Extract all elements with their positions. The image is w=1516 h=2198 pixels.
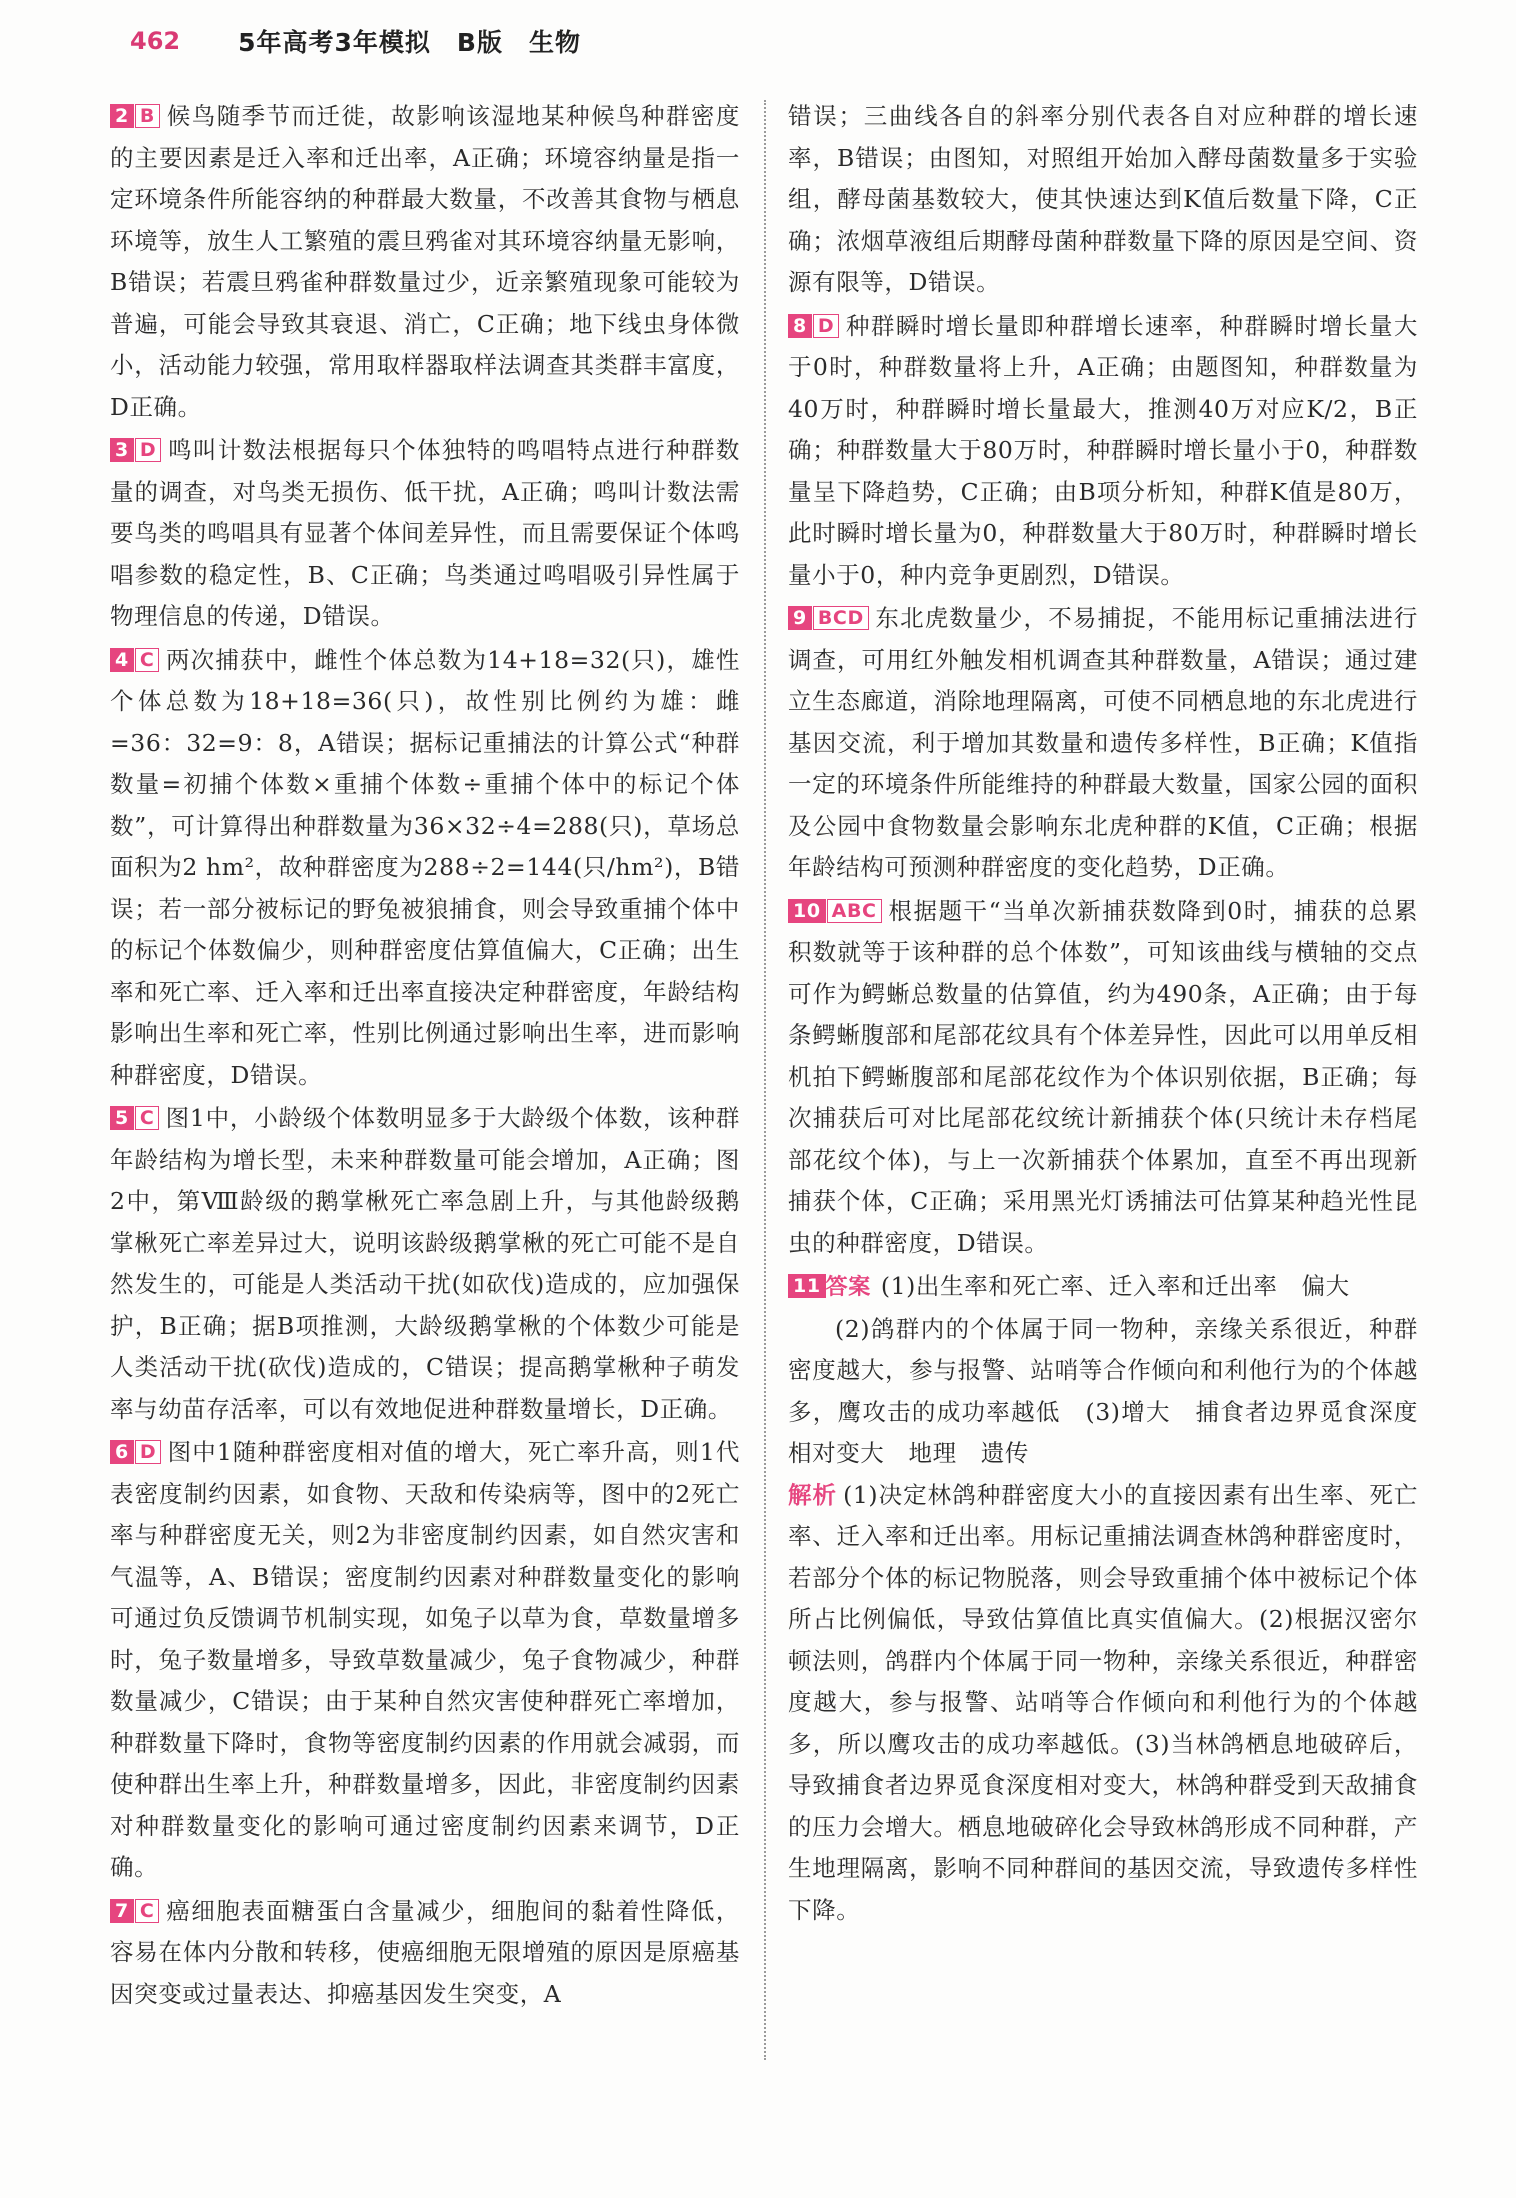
- answer-choice: D: [135, 438, 161, 462]
- answer-entry-9: [788, 598, 1418, 889]
- answer-entry-8: [788, 306, 1418, 597]
- answer-entry-5: [110, 1098, 740, 1430]
- answer-entry-6: [110, 1432, 740, 1889]
- page-number: 462: [130, 27, 181, 55]
- question-number: 2: [110, 104, 134, 128]
- answer-text-part2: (2)鸽群内的个体属于同一物种，亲缘关系很近，种群密度越大，参与报警、站哨等合作倾向和利他行为的个体越多，鹰攻击的成功率越低 (3)增大 捕食者边界觅食深度相对变大 地理 遗传: [788, 1314, 1418, 1467]
- explanation-text: 癌细胞表面糖蛋白含量减少，细胞间的黏着性降低，容易在体内分散和转移，使癌细胞无限增殖的原因是原癌基因突变或过量表达、抑癌基因发生突变，A: [110, 1896, 740, 2008]
- analysis-label: 解析: [788, 1480, 838, 1509]
- question-number: 5: [110, 1106, 134, 1130]
- explanation-text: 种群瞬时增长量即种群增长速率，种群瞬时增长量大于0时，种群数量将上升，A正确；由题图知，种群数量为40万时，种群瞬时增长量最大，推测40万对应K/2，B正确；种群数量大于80万时，种群瞬时增长量小于0，种群数量呈下降趋势，C正确；由B项分析知，种群K值是80万，此时瞬时增长量为0，种群数量大于80万时，种群瞬时增长量小于0，种内竞争更剧烈，D错误。: [788, 311, 1418, 589]
- question-number: 8: [788, 314, 812, 338]
- question-number: 10: [788, 899, 826, 923]
- explanation-text: 候鸟随季节而迁徙，故影响该湿地某种候鸟种群密度的主要因素是迁入率和迁出率，A正确；环境容纳量是指一定环境条件所能容纳的种群最大数量，不改善其食物与栖息环境等，放生人工繁殖的震旦鸦雀对其环境容纳量无影响，B错误；若震旦鸦雀种群数量过少，近亲繁殖现象可能较为普遍，可能会导致其衰退、消亡，C正确；地下线虫身体微小，活动能力较强，常用取样器取样法调查其类群丰富度，D正确。: [110, 102, 740, 421]
- explanation-text: 两次捕获中，雌性个体总数为14+18=32(只)，雄性个体总数为18+18=36(只)，故性别比例约为雄：雌=36：32=9：8，A错误；据标记重捕法的计算公式“种群数量=初捕个体数×重捕个体数÷重捕个体中的标记个体数”，可计算得出种群数量为36×32÷4=288(只)，草场总面积为2 hm²，故种群密度为288÷2=144(只/hm²)，B错误；若一部分被标记的野兔被狼捕食，则会导致重捕个体中的标记个体数偏少，则种群密度估算值偏大，C正确；出生率和死亡率、迁入率和迁出率直接决定种群密度，年龄结构影响出生率和死亡率，性别比例通过影响出生率，进而影响种群密度，D错误。: [110, 645, 740, 1089]
- question-number: 4: [110, 648, 134, 672]
- answer-entry-4: [110, 640, 740, 1097]
- answer-text-part1: (1)出生率和死亡率、迁入率和迁出率 偏大: [880, 1272, 1350, 1300]
- book-title: 5年高考3年模拟 B版 生物: [238, 28, 581, 57]
- answer-entry-2: [110, 96, 740, 428]
- explanation-text: 图中1随种群密度相对值的增大，死亡率升高，则1代表密度制约因素，如食物、天敌和传染病等，图中的2死亡率与种群密度无关，则2为非密度制约因素，如自然灾害和气温等，A、B错误；密度制约因素对种群数量变化的影响可通过负反馈调节机制实现，如兔子以草为食，草数量增多时，兔子数量增多，导致草数量减少，兔子食物减少，种群数量减少，C错误；由于某种自然灾害使种群死亡率增加，种群数量下降时，食物等密度制约因素的作用就会减弱，而使种群出生率上升，种群数量增多，因此，非密度制约因素对种群数量变化的影响可通过密度制约因素来调节，D正确。: [110, 1438, 740, 1881]
- question-number: 11: [788, 1274, 826, 1298]
- column-divider: [764, 100, 766, 2060]
- answer-choice: D: [813, 314, 839, 338]
- analysis-text: (1)决定林鸽种群密度大小的直接因素有出生率、死亡率、迁入率和迁出率。用标记重捕法调查林鸽种群密度时，若部分个体的标记物脱落，则会导致重捕个体中被标记个体所占比例偏低，导致估算值比真实值偏大。(2)根据汉密尔顿法则，鸽群内个体属于同一物种，亲缘关系很近，种群密度越大，参与报警、站哨等合作倾向和利他行为的个体越多，所以鹰攻击的成功率越低。(3)当林鸽栖息地破碎后，导致捕食者边界觅食深度相对变大，林鸽种群受到天敌捕食的压力会增大。栖息地破碎化会导致林鸽形成不同种群，产生地理隔离，影响不同种群间的基因交流，导致遗传多样性下降。: [788, 1480, 1418, 1924]
- question-number: 3: [110, 438, 134, 462]
- question-number: 6: [110, 1440, 134, 1464]
- explanation-text: 根据题干“当单次新捕获数降到0时，捕获的总累积数就等于该种群的总个体数”，可知该曲线与横轴的交点可作为鳄蜥总数量的估算值，约为490条，A正确；由于每条鳄蜥腹部和尾部花纹具有个体差异性，因此可以用单反相机拍下鳄蜥腹部和尾部花纹作为个体识别依据，B正确；每次捕获后可对比尾部花纹统计新捕获个体(只统计未存档尾部花纹个体)，与上一次新捕获个体累加，直至不再出现新捕获个体，C正确；采用黑光灯诱捕法可估算某种趋光性昆虫的种群密度，D错误。: [788, 896, 1418, 1257]
- answer-entry-10: [788, 891, 1418, 1265]
- question-number: 9: [788, 606, 812, 630]
- explanation-text-continued: 错误；三曲线各自的斜率分别代表各自对应种群的增长速率，B错误；由图知，对照组开始加入酵母菌数量多于实验组，酵母菌基数较大，使其快速达到K值后数量下降，C正确；浓烟草液组后期酵母菌种群数量下降的原因是空间、资源有限等，D错误。: [788, 102, 1418, 296]
- answer-choice: ABC: [827, 899, 882, 923]
- answer-choice: B: [135, 104, 160, 128]
- explanation-text: 鸣叫计数法根据每只个体独特的鸣唱特点进行种群数量的调查，对鸟类无损伤、低干扰，A正确；鸣叫计数法需要鸟类的鸣唱具有显著个体间差异性，而且需要保证个体鸣唱参数的稳定性，B、C正确；鸟类通过鸣唱吸引异性属于物理信息的传递，D错误。: [110, 436, 740, 630]
- answer-choice: C: [135, 1106, 160, 1130]
- answer-label: 答案: [825, 1274, 871, 1300]
- explanation-text: 图1中，小龄级个体数明显多于大龄级个体数，该种群年龄结构为增长型，未来种群数量可能会增加，A正确；图2中，第Ⅷ龄级的鹅掌楸死亡率急剧上升，与其他龄级鹅掌楸死亡率差异过大，说明该龄级鹅掌楸的死亡可能不是自然发生的，可能是人类活动干扰(如砍伐)造成的，应加强保护，B正确；据B项推测，大龄级鹅掌楸的个体数少可能是人类活动干扰(砍伐)造成的，C错误；提高鹅掌楸种子萌发率与幼苗存活率，可以有效地促进种群数量增长，D正确。: [110, 1104, 740, 1423]
- question-number: 7: [110, 1899, 134, 1923]
- answer-choice: C: [135, 648, 160, 672]
- answer-entry-3: [110, 430, 740, 638]
- answer-choice: D: [135, 1440, 161, 1464]
- right-column: [788, 96, 1418, 1933]
- answer-entry-11: [788, 1266, 1418, 1931]
- answer-choice: BCD: [813, 606, 869, 630]
- explanation-text: 东北虎数量少，不易捕捉，不能用标记重捕法进行调查，可用红外触发相机调查其种群数量，A错误；通过建立生态廊道，消除地理隔离，可使不同栖息地的东北虎进行基因交流，利于增加其数量和遗传多样性，B正确；K值指一定的环境条件所能维持的种群最大数量，国家公园的面积及公园中食物数量会影响东北虎种群的K值，C正确；根据年龄结构可预测种群密度的变化趋势，D正确。: [788, 604, 1418, 881]
- left-column: [110, 96, 740, 2017]
- answer-entry-7-continued: [788, 96, 1418, 304]
- page-header: [130, 16, 1430, 66]
- answer-entry-7: [110, 1891, 740, 2016]
- answer-choice: C: [135, 1899, 160, 1923]
